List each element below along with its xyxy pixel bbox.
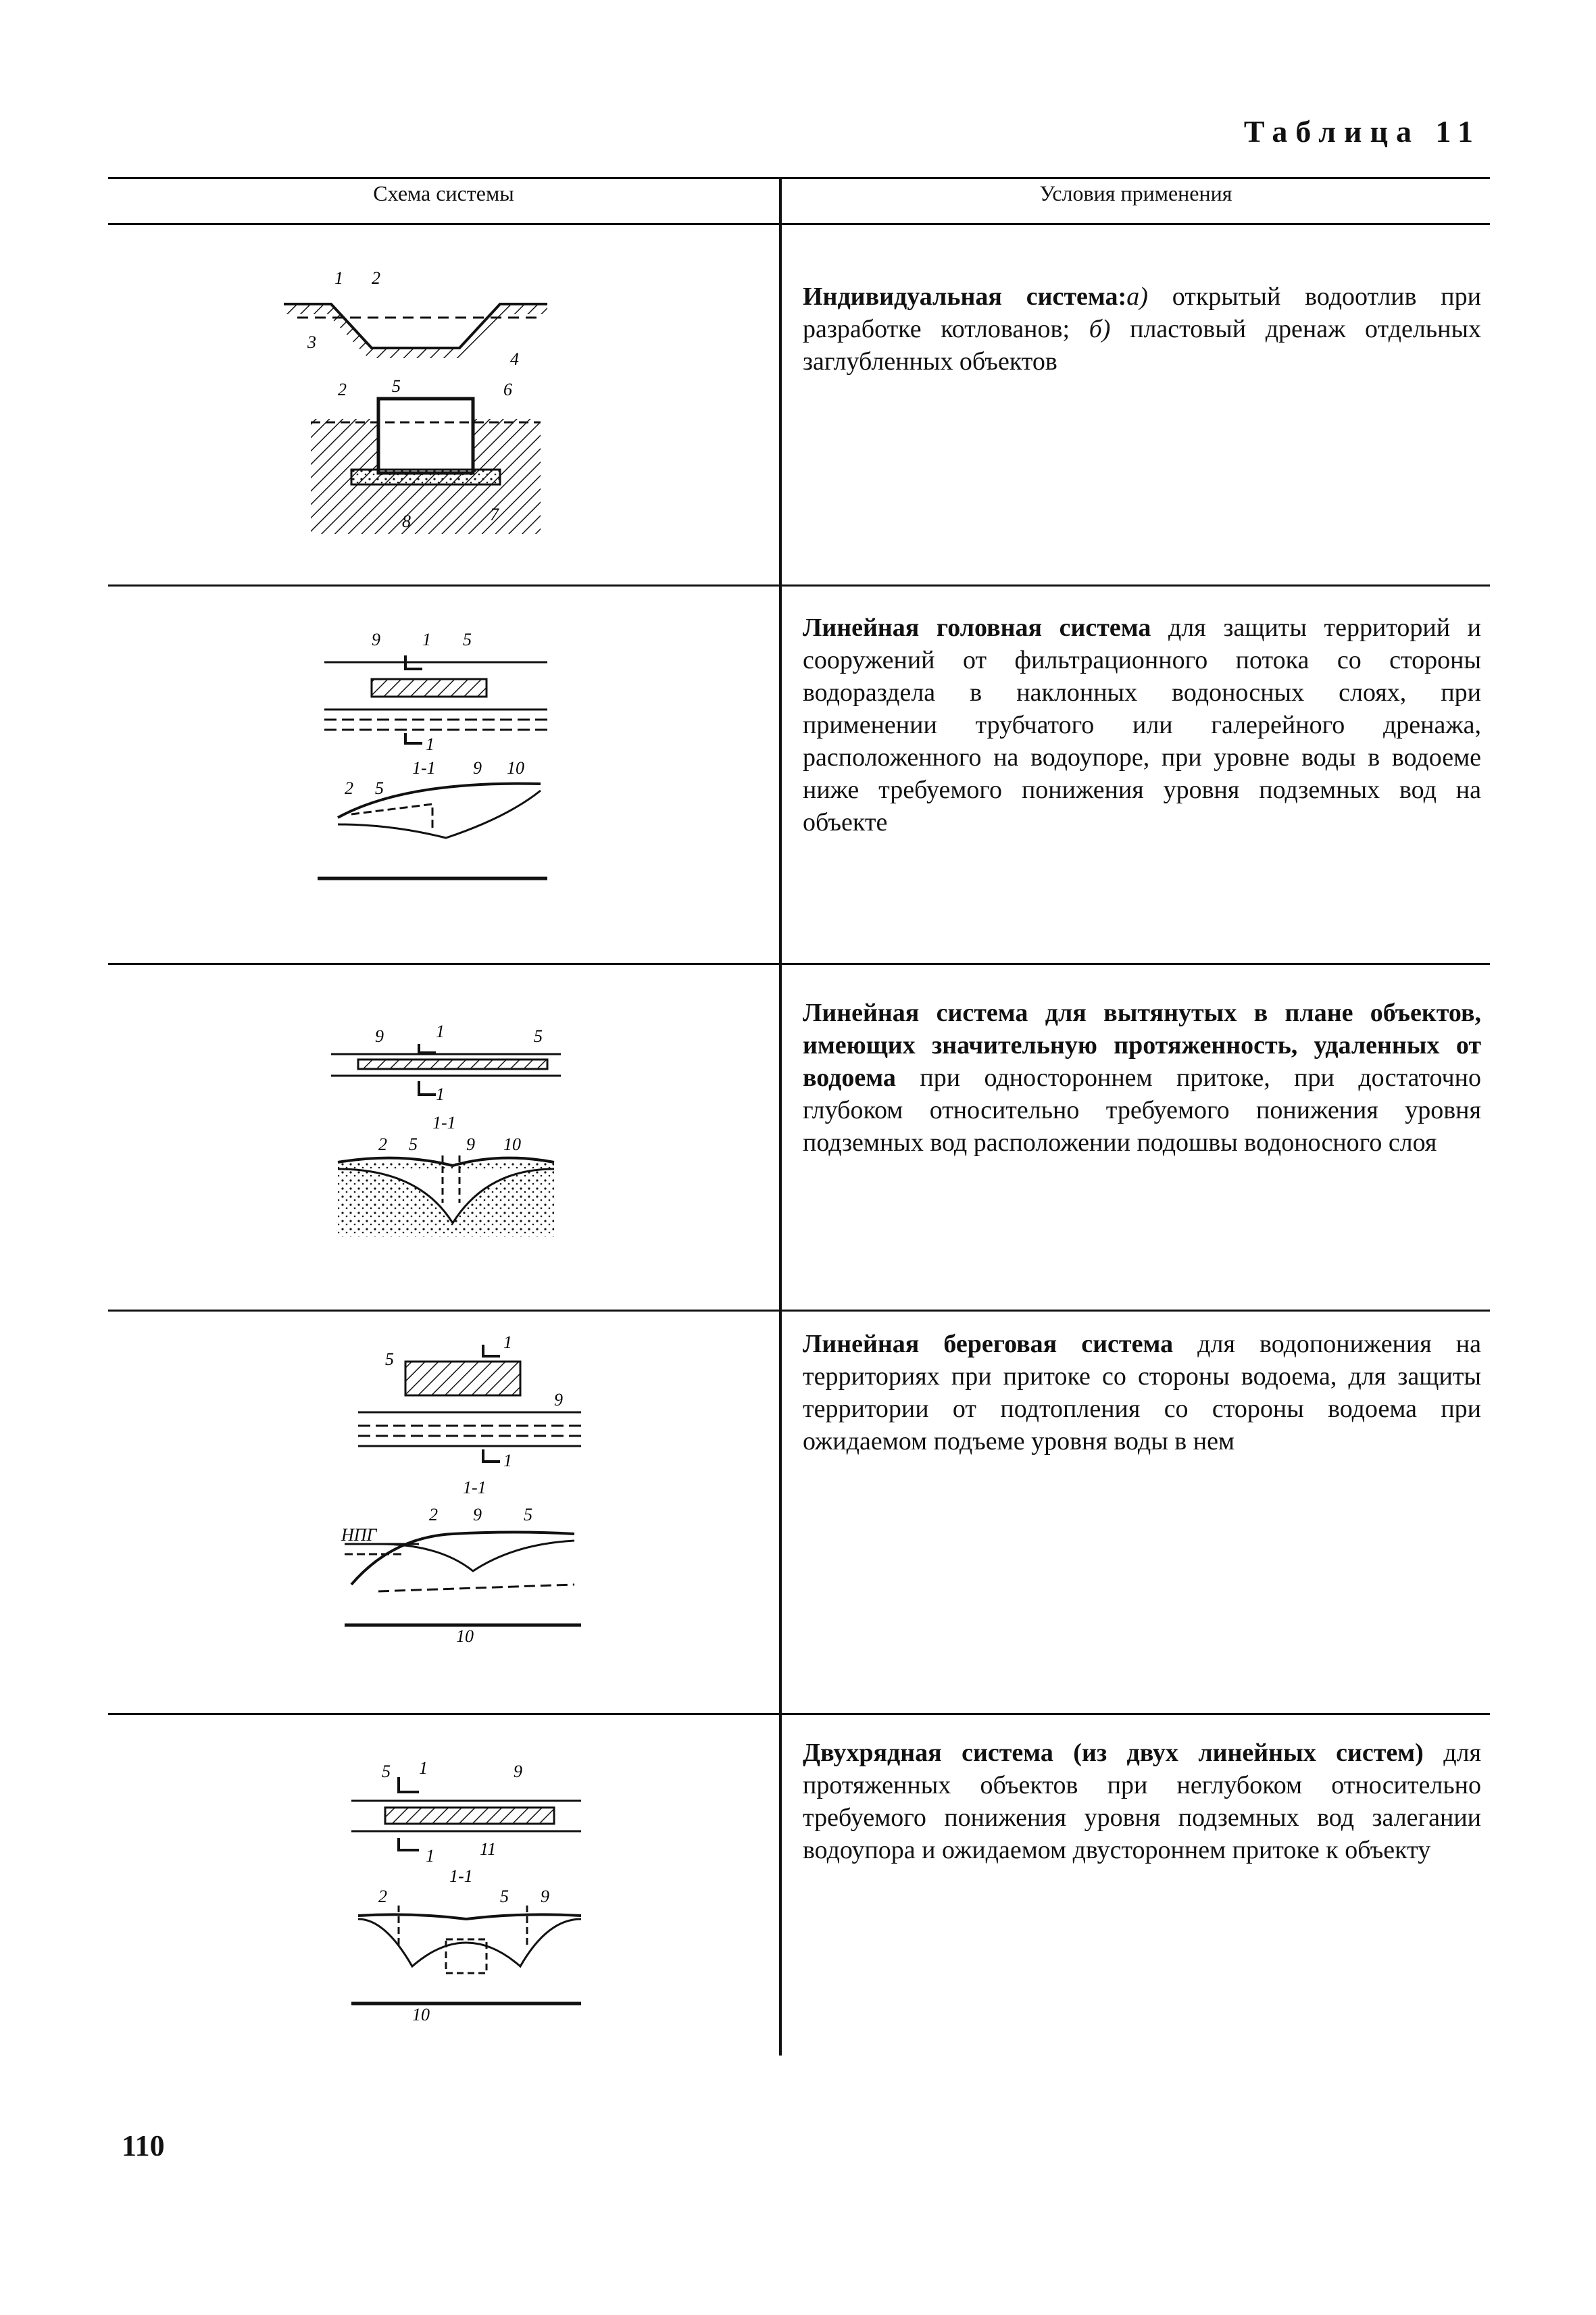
row-1-conditions [803,280,1481,378]
row-5-scheme-diagram [345,1750,595,2027]
row-5-label-section: 1-1 [449,1866,473,1886]
row-1-scheme-diagram [270,250,561,547]
row-2-conditions [803,612,1481,839]
row-divider-3 [108,1310,1490,1312]
column-divider [779,177,782,2056]
header-scheme: Схема системы [373,181,514,205]
row-2-text: для защиты территорий и сооружений от фильтрационного потока со стороны водораздела в наклонных водоносных слоях, при применении трубчатого или галерейного дренажа, расположенного на водоупоре, при уровне воды в водоеме ниже требуемого понижения уровня подземных вод на объекте [803,614,1481,837]
row-2-label-1: 1 [422,630,431,649]
row-1-part-a: открытый водоотлив при разработке котлованов; [803,282,1481,343]
row-3-title: Линейная система для вытянутых в плане объектов, имеющих значительную протяженность, удаленных от водоема [803,999,1481,1092]
row-1-label-2: 2 [372,268,380,288]
row-3-label-1b: 1 [436,1085,445,1104]
row-3-label-2: 2 [378,1135,387,1154]
row-3-scheme-diagram [324,1000,574,1250]
row-5-label-9b: 9 [541,1887,549,1906]
row-2-scheme-diagram [311,622,561,899]
row-5-text: для протяженных объектов при неглубоком относительно требуемого понижения уровня подземных вод залегании водоупора и ожидаемом двустороннем притоке к объекту [803,1739,1481,1864]
row-4-text: для водопонижения на территориях при притоке со стороны водоема, для защиты территории от подтопления со стороны водоема при ожидаемом подъеме уровня воды в нем [803,1330,1481,1455]
header-conditions: Условия применения [1039,181,1232,205]
row-5-label-5b: 5 [500,1887,509,1906]
row-2-label-section: 1-1 [412,758,436,778]
row-1-label-3: 3 [307,332,316,352]
row-4-label-9b: 9 [473,1505,482,1524]
row-3-label-5b: 5 [409,1135,418,1154]
table-caption: Таблица 11 [1243,114,1481,149]
row-4-label-1: 1 [503,1333,512,1352]
row-1-b-mark: б) [1089,315,1111,343]
row-divider-1 [108,584,1490,587]
row-4-label-section: 1-1 [463,1478,487,1497]
header-bottom-rule [108,223,1490,225]
row-1-label-4: 4 [510,349,519,369]
row-2-label-2: 2 [345,778,353,798]
row-4-label-9: 9 [554,1390,563,1410]
row-5-title: Двухрядная система (из двух линейных систем) [803,1739,1424,1767]
row-2-label-9b: 9 [473,758,482,778]
row-4-label-2: 2 [429,1505,438,1524]
row-3-label-9: 9 [375,1026,384,1046]
row-4-title: Линейная береговая система [803,1330,1174,1358]
row-4-label-1b: 1 [503,1451,512,1470]
row-3-conditions [803,997,1481,1159]
row-1-label-7: 7 [490,505,499,524]
row-5-label-9: 9 [514,1762,522,1781]
row-1-label-1: 1 [334,268,343,288]
row-5-label-1: 1 [419,1758,428,1778]
row-3-label-10: 10 [503,1135,521,1154]
row-3-label-section: 1-1 [432,1113,456,1132]
row-2-label-9: 9 [372,630,380,649]
row-1-title: Индивидуальная система: [803,282,1127,311]
row-5-label-2: 2 [378,1887,387,1906]
row-3-label-1: 1 [436,1022,445,1041]
row-5-label-11: 11 [480,1839,497,1859]
row-1-a-mark: а) [1126,282,1148,311]
row-divider-4 [108,1713,1490,1715]
row-1-part-b: пластовый дренаж отдельных заглубленных объектов [803,315,1481,376]
row-2-label-10: 10 [507,758,524,778]
row-2-label-5: 5 [463,630,472,649]
row-5-conditions [803,1737,1481,1866]
row-3-label-9b: 9 [466,1135,475,1154]
row-4-label-10: 10 [456,1626,474,1645]
row-2-title: Линейная головная система [803,614,1151,642]
row-4-scheme-diagram [338,1328,595,1645]
page-number: 110 [122,2129,165,2162]
row-1-label-6: 6 [503,380,512,399]
row-4-label-npg: НПГ [341,1525,377,1545]
row-divider-2 [108,963,1490,965]
row-1-label-8: 8 [402,512,411,531]
row-5-label-10: 10 [412,2005,430,2024]
row-4-label-5b: 5 [524,1505,532,1524]
table-top-rule [108,177,1490,179]
row-5-label-5: 5 [382,1762,391,1781]
row-3-label-5: 5 [534,1026,543,1046]
row-1-label-2b: 2 [338,380,347,399]
row-1-label-5: 5 [392,376,401,396]
row-2-label-1b: 1 [426,735,434,754]
row-5-label-1b: 1 [426,1846,434,1866]
row-2-label-5b: 5 [375,778,384,798]
row-4-label-5: 5 [385,1349,394,1369]
row-4-conditions [803,1328,1481,1458]
row-3-text: при одностороннем притоке, при достаточно глубоком относительно требуемого понижения уровня подземных вод расположении подошвы водоносного слоя [803,1064,1481,1157]
